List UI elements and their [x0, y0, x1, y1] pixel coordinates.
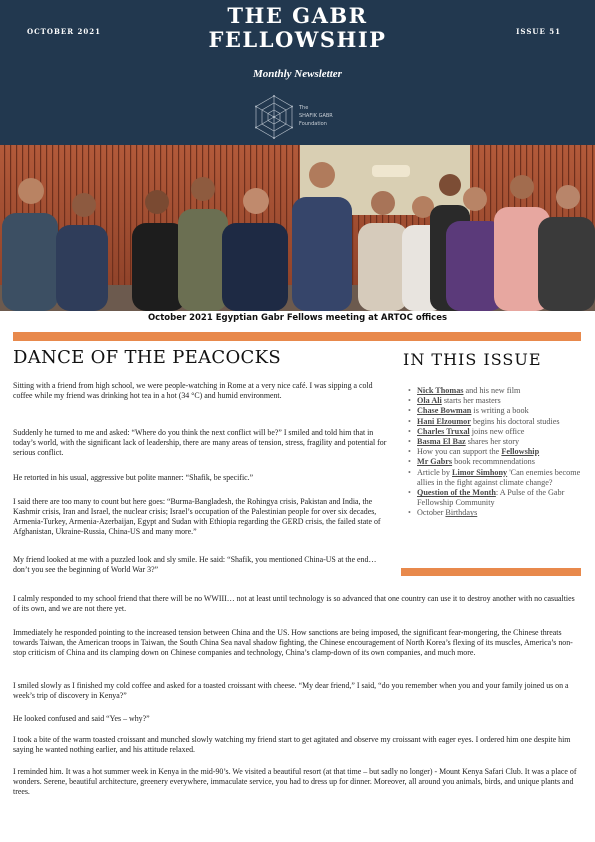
title-line-1: THE GABR — [227, 3, 368, 28]
article-paragraph: My friend looked at me with a puzzled look and sly smile. He said: “Shafik, you mentioned China-US at the end… don’t you see the beginning of World War 3?” — [13, 555, 377, 574]
list-item: • October Birthdays — [408, 508, 583, 518]
divider-bar — [13, 332, 581, 341]
newsletter-header — [0, 0, 595, 145]
list-item: • Nick Thomas and his new film — [408, 386, 583, 396]
list-item: • Charles Truxal joins new office — [408, 427, 583, 437]
contents-link[interactable]: Limor Simhony — [452, 467, 508, 477]
contents-link[interactable]: Basma El Baz — [417, 437, 466, 447]
issue-number: ISSUE 51 — [516, 27, 561, 36]
sidebar-divider-bar — [401, 568, 581, 576]
list-item: • Mr Gabrs book recommnendations — [408, 457, 583, 467]
list-item: • Ola Ali starts her masters — [408, 396, 583, 406]
contents-link[interactable]: Nick Thomas — [417, 386, 464, 395]
foundation-logo — [252, 94, 352, 144]
contents-link[interactable]: Hani Elzoumor — [417, 416, 471, 426]
group-photo — [0, 145, 595, 311]
group-photo-illustration — [0, 145, 595, 311]
contents-link[interactable]: Question of the Month — [417, 488, 496, 498]
article-paragraph: Sitting with a friend from high school, we were people-watching in Rome at a very nice café. I was sipping a cold coffee while my friend was drinking hot tea in a hot (34 °C) and humid environment. — [13, 381, 373, 400]
article-paragraph: I smiled slowly as I finished my cold coffee and asked for a toasted croissant with cheese. “My dear friend,” I said, “do you remember when you and your family joined us on a week’s trip of discovery in Kenya?” — [13, 681, 569, 700]
article-title: DANCE OF THE PEACOCKS — [13, 347, 281, 368]
hexagon-network-icon — [252, 94, 296, 140]
contents-link[interactable]: Mr Gabrs — [417, 457, 453, 467]
list-item: • Question of the Month: A Pulse of the Gabr Fellowship Community — [408, 488, 583, 508]
article-paragraph: Immediately he responded pointing to the increased tension between China and the US. How sanctions are being imposed, the significant fear-mongering, the Chinese threats towards Taiwan, the American troops in Taiwan, the South China Sea naval shadow fighting, the Chinese encouragement of North Korea’s flexing of its muscles, America’s non-stop criticism of China and its clamping down on Chinese companies and technology, China’s clamp-down of its own companies, and much more. — [13, 628, 573, 657]
list-item: • Article by Limor Simhony 'Can enemies become allies in the fight against climate change? — [408, 468, 583, 488]
list-item: • Basma El Baz shares her story — [408, 437, 583, 447]
list-item: • How you can support the Fellowship — [408, 447, 583, 457]
photo-caption: October 2021 Egyptian Gabr Fellows meeting at ARTOC offices — [147, 313, 448, 323]
article-paragraph: He looked confused and said “Yes – why?” — [13, 714, 150, 723]
contents-list — [408, 386, 583, 519]
article-paragraph: I calmly responded to my school friend that there will be no WWIII… not at least until technology is so advanced that one country can use it to destroy another with no casualties of its own, and we are not there yet. — [13, 594, 575, 613]
newsletter-subtitle: Monthly Newsletter — [253, 68, 342, 80]
article-paragraph: He retorted in his usual, aggressive but polite manner: “Shafik, be specific.” — [13, 473, 254, 482]
list-item: • Chase Bowman is writing a book — [408, 406, 583, 416]
title-line-2: FELLOWSHIP — [208, 27, 387, 52]
article-paragraph: Suddenly he turned to me and asked: “Where do you think the next conflict will be?” I smiled and told him that in today’s world, with the significant lack of leadership, there are many areas of tension, stress, fragility and potential for serious conflict. — [13, 428, 387, 457]
sidebar-title: IN THIS ISSUE — [403, 350, 542, 369]
article-paragraph: I took a bite of the warm toasted croissant and munched slowly watching my friend start to get agitated and observe my croissant with eager eyes. I ordered him one despite him saying he wanted nothing earlier, and his attitude relaxed. — [13, 735, 571, 754]
newsletter-title — [150, 4, 445, 52]
article-paragraph: I said there are too many to count but here goes: “Burma-Bangladesh, the Rohingya crisis, Pakistan and India, the Kashmir crisis, Iran and Israel, the nuclear crisis; Israel’s occupation of the Palestinian people for over six decades, Armenia-Turkey, Armenia-Azerbaijan, Egypt and Sudan with Ethiopia regarding the GERD crisis, the failed state of Afghanistan, Ukraine-Russia, China-US and many more.” — [13, 497, 381, 536]
contents-link[interactable]: Chase Bowman — [417, 406, 472, 416]
article-paragraph: I reminded him. It was a hot summer week in Kenya in the mid-90’s. We visited a beautiful resort (at that time – but sadly no longer) - Mount Kenya Safari Club. It was a place of wonders. Serene, beautiful architecture, greenery everywhere, immaculate service, you had to dress up for dinner. Moreover, all around you animals, birds, and unique plants and trees. — [13, 767, 577, 796]
contents-link[interactable]: Birthdays — [445, 508, 478, 518]
issue-date: OCTOBER 2021 — [27, 27, 101, 36]
list-item: • Hani Elzoumor begins his doctoral studies — [408, 417, 583, 427]
logo-text: The SHAFIK GABR Foundation — [299, 105, 333, 127]
contents-link[interactable]: Fellowship — [501, 447, 540, 457]
contents-link[interactable]: Ola Ali — [417, 396, 442, 406]
contents-link[interactable]: Charles Truxal — [417, 426, 470, 436]
